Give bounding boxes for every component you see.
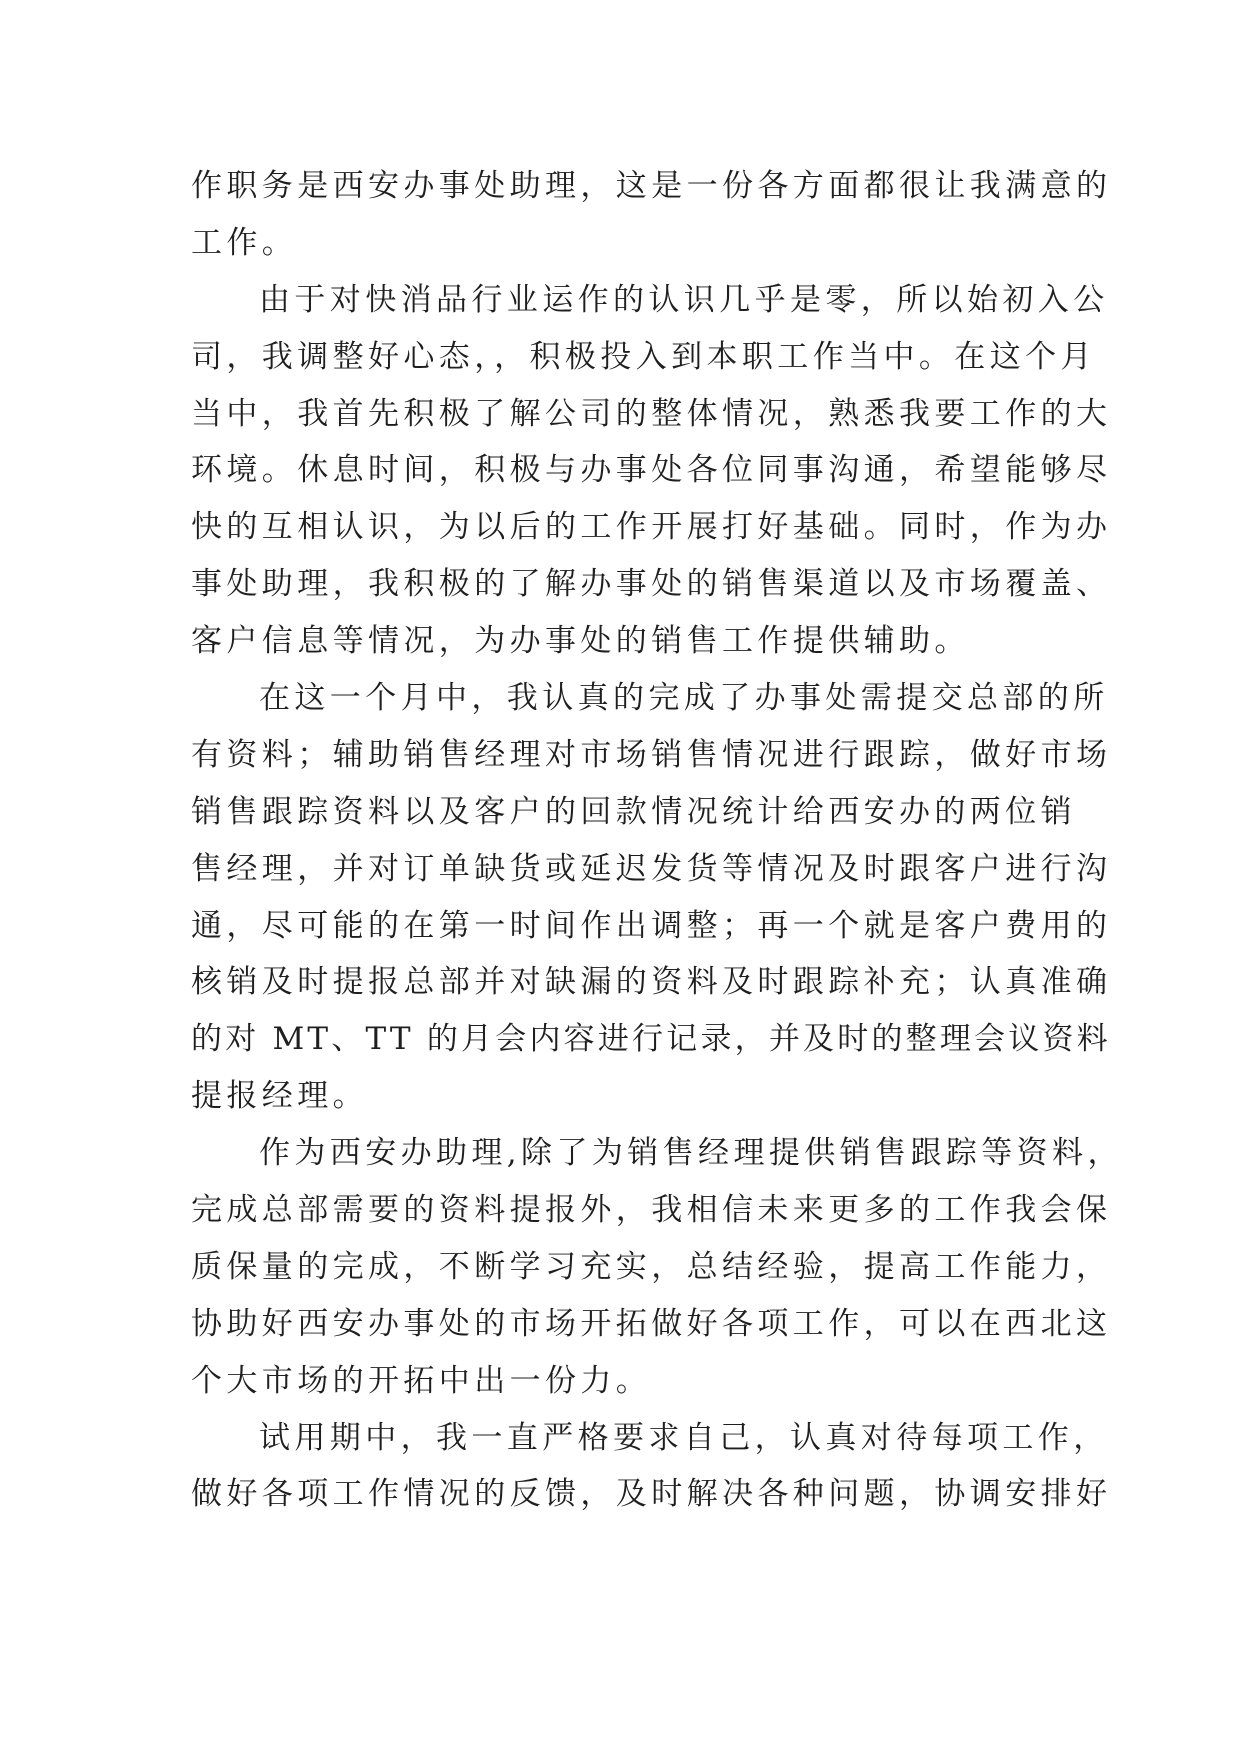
text-line: 质保量的完成，不断学习充实，总结经验，提高工作能力， bbox=[191, 1248, 1112, 1285]
text-line: 环境。休息时间，积极与办事处各位同事沟通，希望能够尽 bbox=[191, 452, 1112, 489]
paragraph-start-line: 作为西安办助理,除了为销售经理提供销售跟踪等资料， bbox=[259, 1135, 1123, 1172]
text-line: 的对 MT、TT 的月会内容进行记录，并及时的整理会议资料 bbox=[191, 1021, 1111, 1058]
text-line: 客户信息等情况，为办事处的销售工作提供辅助。 bbox=[191, 623, 970, 660]
text-line: 协助好西安办事处的市场开拓做好各项工作，可以在西北这 bbox=[191, 1305, 1112, 1342]
paragraph-start-line: 试用期中，我一直严格要求自己，认真对待每项工作， bbox=[259, 1419, 1109, 1456]
text-line: 通，尽可能的在第一时间作出调整；再一个就是客户费用的 bbox=[191, 907, 1112, 944]
text-line: 司，我调整好心态，，积极投入到本职工作当中。在这个月 bbox=[191, 338, 1096, 375]
text-line: 快的互相认识，为以后的工作开展打好基础。同时，作为办 bbox=[191, 509, 1112, 546]
text-line: 核销及时提报总部并对缺漏的资料及时跟踪补充；认真准确 bbox=[191, 964, 1112, 1001]
text-line: 事处助理，我积极的了解办事处的销售渠道以及市场覆盖、 bbox=[191, 566, 1112, 603]
text-line: 个大市场的开拓中出一份力。 bbox=[191, 1362, 652, 1399]
text-line: 销售跟踪资料以及客户的回款情况统计给西安办的两位销 bbox=[191, 793, 1076, 830]
text-line: 工作。 bbox=[191, 224, 298, 261]
text-line: 作职务是西安办事处助理，这是一份各方面都很让我满意的 bbox=[191, 168, 1112, 204]
text-line: 做好各项工作情况的反馈，及时解决各种问题，协调安排好 bbox=[191, 1476, 1112, 1513]
paragraph-start-line: 由于对快消品行业运作的认识几乎是零，所以始初入公 bbox=[259, 281, 1109, 318]
text-line: 当中，我首先积极了解公司的整体情况，熟悉我要工作的大 bbox=[191, 395, 1112, 432]
paragraph-start-line: 在这一个月中，我认真的完成了办事处需提交总部的所 bbox=[259, 680, 1109, 717]
text-line: 完成总部需要的资料提报外，我相信未来更多的工作我会保 bbox=[191, 1192, 1112, 1229]
text-line: 提报经理。 bbox=[191, 1078, 368, 1115]
document-body bbox=[191, 158, 1123, 1523]
text-line: 售经理，并对订单缺货或延迟发货等情况及时跟客户进行沟 bbox=[191, 850, 1112, 887]
text-line: 有资料；辅助销售经理对市场销售情况进行跟踪，做好市场 bbox=[191, 736, 1112, 773]
